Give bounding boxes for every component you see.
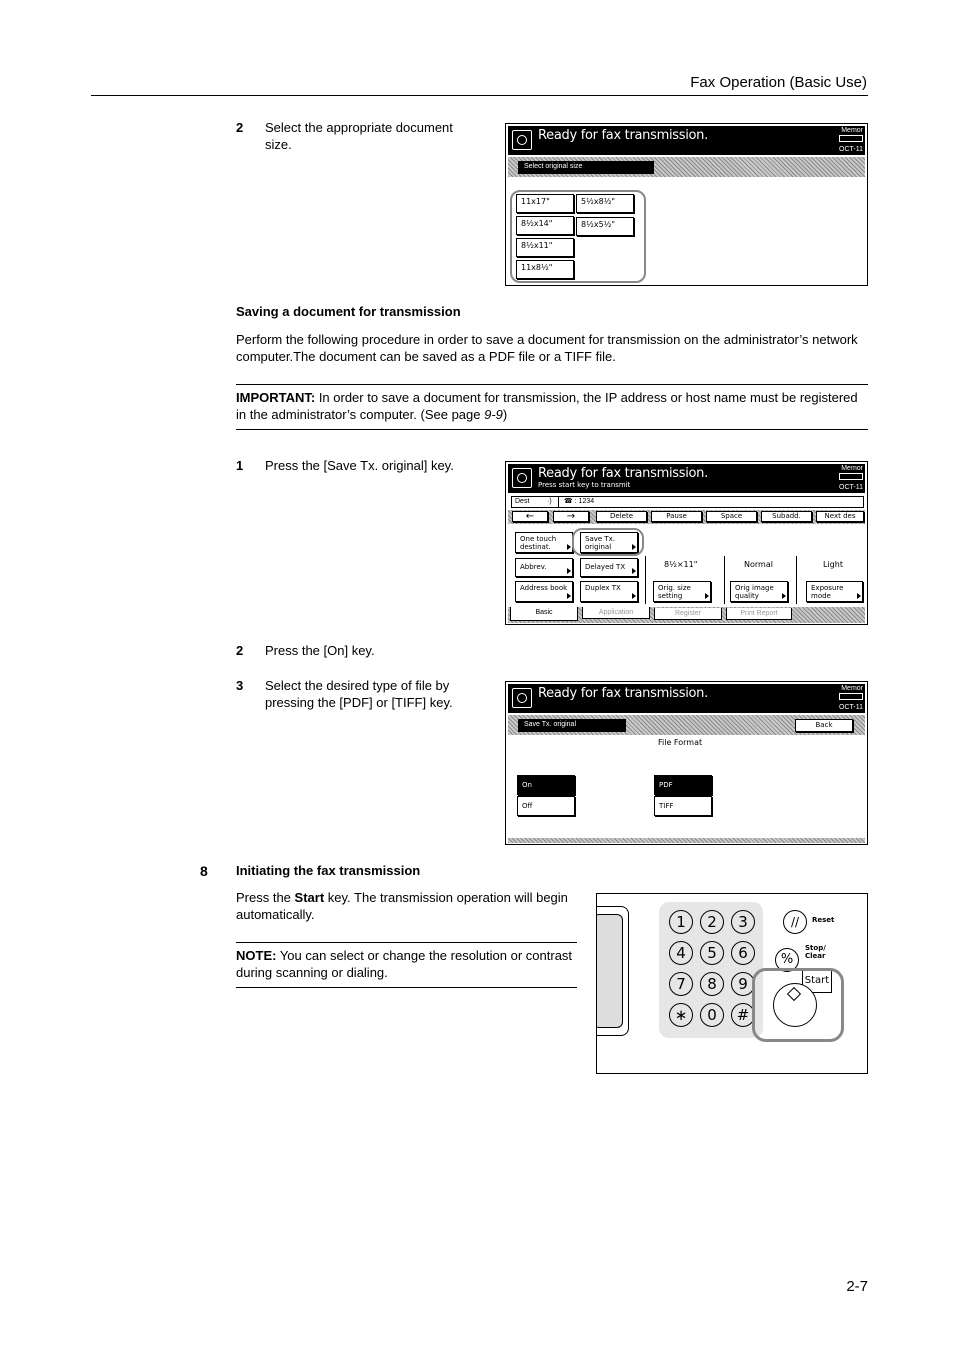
panel-title-bar bbox=[508, 684, 865, 713]
important-end: ) bbox=[502, 407, 508, 422]
step-number: 8 bbox=[200, 863, 208, 879]
key-asterisk[interactable]: ∗ bbox=[669, 1003, 693, 1027]
step-number: 2 bbox=[236, 120, 244, 135]
size-button-5.5x8.5[interactable]: 5½x8½" bbox=[576, 194, 634, 213]
key-7[interactable]: 7 bbox=[669, 972, 693, 996]
note-text: You can select or change the resolution or contrast during scanning or dialing. bbox=[236, 948, 573, 980]
off-button[interactable]: Off bbox=[517, 796, 575, 816]
tiff-button[interactable]: TIFF bbox=[654, 796, 712, 816]
delete-button[interactable]: Delete bbox=[596, 511, 647, 522]
important-rule-bottom bbox=[236, 429, 868, 430]
key-3[interactable]: 3 bbox=[731, 910, 755, 934]
highlight-circle bbox=[572, 528, 644, 556]
delayed-tx-button[interactable]: Delayed TX bbox=[580, 558, 638, 577]
one-touch-button[interactable]: One touch destinat. bbox=[515, 532, 573, 553]
step-number: 2 bbox=[236, 643, 244, 658]
tab-register[interactable]: Register bbox=[654, 608, 722, 620]
tab-application[interactable]: Application bbox=[582, 607, 650, 619]
abbrev-button[interactable]: Abbrev. bbox=[515, 558, 573, 577]
date-label: OCT-11 bbox=[839, 146, 863, 153]
duplex-tx-button[interactable]: Duplex TX bbox=[580, 581, 638, 602]
panel-title-bar bbox=[508, 464, 865, 493]
important-text: In order to save a document for transmission, the IP address or host name must be registered in the administrator’s computer. (See page bbox=[236, 390, 858, 422]
cursor-left-button[interactable]: ← bbox=[512, 511, 548, 522]
dest-value: ☎ : 1234 bbox=[564, 498, 595, 505]
exposure-info: Light bbox=[823, 560, 843, 569]
step-text: Select the appropriate document size. bbox=[265, 120, 453, 152]
dest-separator: ·) bbox=[547, 498, 552, 505]
step-text: Press the [On] key. bbox=[265, 643, 375, 658]
size-button-11x17[interactable]: 11x17" bbox=[516, 194, 574, 213]
memory-label: Memor bbox=[841, 127, 863, 134]
bottom-strip bbox=[508, 838, 865, 843]
step-heading: Initiating the fax transmission bbox=[236, 863, 421, 878]
start-instruction bbox=[236, 889, 576, 923]
section-label: Save Tx. original bbox=[518, 719, 626, 732]
key-1[interactable]: 1 bbox=[669, 910, 693, 934]
orig-size-button[interactable]: Orig. size setting bbox=[653, 581, 711, 602]
note-rule-top bbox=[236, 942, 577, 943]
important-label: IMPORTANT: bbox=[236, 390, 316, 405]
key-0[interactable]: 0 bbox=[700, 1003, 724, 1027]
key-8[interactable]: 8 bbox=[700, 972, 724, 996]
section-heading: Saving a document for transmission bbox=[236, 304, 461, 319]
start-label: Start bbox=[802, 969, 832, 993]
reset-label: Reset bbox=[812, 916, 835, 924]
page-number: 2-7 bbox=[846, 1278, 868, 1295]
tab-strip bbox=[508, 607, 865, 623]
running-header: Fax Operation (Basic Use) bbox=[690, 74, 867, 91]
key-5[interactable]: 5 bbox=[700, 941, 724, 965]
on-button[interactable]: On bbox=[517, 775, 575, 795]
important-note bbox=[236, 389, 868, 423]
keypad-illustration bbox=[596, 893, 868, 1074]
memory-label: Memor bbox=[841, 685, 863, 692]
fax-icon bbox=[512, 688, 532, 708]
date-label: OCT-11 bbox=[839, 704, 863, 711]
edit-key-bar bbox=[508, 510, 865, 524]
dest-label: Dest bbox=[515, 498, 530, 505]
date-label: OCT-11 bbox=[839, 484, 863, 491]
orig-quality-button[interactable]: Orig image quality bbox=[730, 581, 788, 602]
size-button-8.5x11[interactable]: 8½x11" bbox=[516, 238, 574, 257]
exposure-mode-button[interactable]: Exposure mode bbox=[806, 581, 863, 602]
step-number: 3 bbox=[236, 678, 244, 693]
step-text: Press the [Save Tx. original] key. bbox=[265, 458, 454, 473]
panel-send-basic bbox=[505, 461, 868, 625]
key-9[interactable]: 9 bbox=[731, 972, 755, 996]
panel-title: Ready for fax transmission. bbox=[538, 686, 708, 701]
back-button[interactable]: Back bbox=[795, 719, 853, 732]
fax-icon bbox=[512, 130, 532, 150]
highlight-circle bbox=[510, 190, 646, 283]
intro-paragraph: Perform the following procedure in order to save a document for transmission on the administrator’s network computer.The document can be saved as a PDF file or a TIFF file. bbox=[236, 332, 858, 364]
save-tx-original-button[interactable]: Save Tx. original bbox=[580, 532, 638, 553]
cursor-right-button[interactable]: → bbox=[553, 511, 589, 522]
note-label: NOTE: bbox=[236, 948, 277, 963]
section-label: Select original size bbox=[518, 161, 654, 174]
panel-save-tx-original bbox=[505, 681, 868, 845]
section-bar bbox=[508, 715, 865, 735]
section-bar bbox=[508, 157, 865, 177]
key-6[interactable]: 6 bbox=[731, 941, 755, 965]
highlight-circle bbox=[752, 968, 844, 1042]
memory-label: Memor bbox=[841, 465, 863, 472]
tab-print-report[interactable]: Print Report bbox=[726, 608, 792, 620]
step-number: 1 bbox=[236, 458, 244, 473]
pause-button[interactable]: Pause bbox=[651, 511, 702, 522]
space-button[interactable]: Space bbox=[706, 511, 757, 522]
stop-clear-key[interactable]: % bbox=[775, 948, 799, 972]
panel-title: Ready for fax transmission. bbox=[538, 466, 708, 481]
header-rule bbox=[91, 95, 868, 96]
memory-indicator bbox=[839, 685, 863, 700]
memory-indicator bbox=[839, 127, 863, 142]
stop-clear-label: Stop/ Clear bbox=[805, 944, 826, 960]
tab-basic[interactable]: Basic bbox=[510, 607, 578, 621]
start-text-pre: Press the bbox=[236, 890, 295, 905]
key-hash[interactable]: # bbox=[731, 1003, 755, 1027]
important-page-ref: 9-9 bbox=[484, 407, 503, 422]
step-text: Select the desired type of file by pressing the [PDF] or [TIFF] key. bbox=[265, 678, 453, 710]
quality-info: Normal bbox=[744, 560, 773, 569]
start-key-name: Start bbox=[294, 890, 325, 905]
next-dest-button[interactable]: Next des bbox=[816, 511, 864, 522]
size-info: 8½×11" bbox=[664, 560, 698, 569]
note-rule-bottom bbox=[236, 987, 577, 988]
start-text-post: key. The transmission operation will begin automatically. bbox=[236, 890, 568, 922]
key-2[interactable]: 2 bbox=[700, 910, 724, 934]
size-button-11x8.5[interactable]: 11x8½" bbox=[516, 260, 574, 279]
address-book-button[interactable]: Address book bbox=[515, 581, 573, 602]
panel-subtitle: Press start key to transmit bbox=[538, 481, 631, 489]
panel-select-size bbox=[505, 123, 868, 286]
subaddress-button[interactable]: Subadd. bbox=[761, 511, 812, 522]
size-button-8.5x5.5[interactable]: 8½x5½" bbox=[576, 217, 634, 236]
interrupt-key[interactable]: // bbox=[783, 910, 807, 934]
fax-icon bbox=[512, 468, 532, 488]
important-rule-top bbox=[236, 384, 868, 385]
key-4[interactable]: 4 bbox=[669, 941, 693, 965]
size-button-8.5x14[interactable]: 8½x14" bbox=[516, 216, 574, 235]
destination-field[interactable] bbox=[511, 496, 864, 508]
note bbox=[236, 947, 577, 981]
file-format-label: File Format bbox=[658, 738, 703, 747]
panel-title: Ready for fax transmission. bbox=[538, 128, 708, 143]
memory-indicator bbox=[839, 465, 863, 480]
pdf-button[interactable]: PDF bbox=[654, 775, 712, 795]
panel-title-bar bbox=[508, 126, 865, 155]
